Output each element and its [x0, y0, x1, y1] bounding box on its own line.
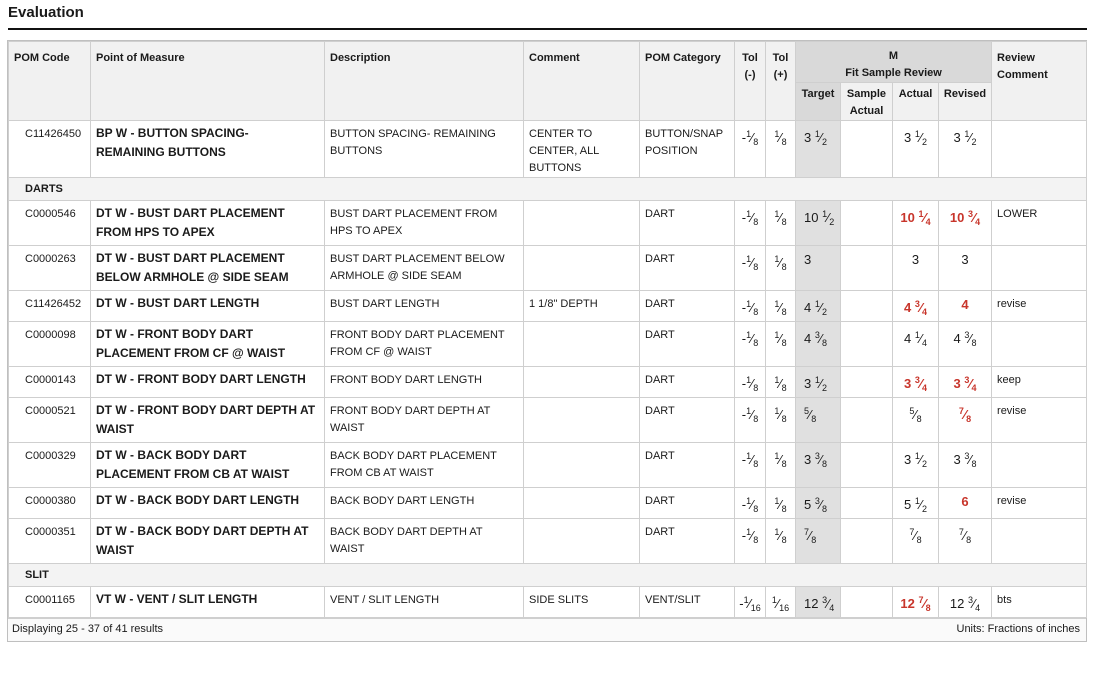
- tol-minus-cell: $-^1⁄_8$: [735, 291, 766, 322]
- tol-minus-cell: $-^1⁄_8$: [735, 246, 766, 291]
- actual-cell: 3 $^1⁄_2$: [893, 443, 939, 488]
- table-row: [9, 201, 1087, 246]
- table-row: [9, 322, 1087, 367]
- comment-cell: SIDE SLITS: [524, 587, 640, 618]
- target-cell: $^7⁄_8$: [796, 519, 841, 564]
- comment-cell: CENTER TO CENTER, ALL BUTTONS: [524, 121, 640, 178]
- point-of-measure-cell: DT W - FRONT BODY DART PLACEMENT FROM CF @ WAIST: [91, 322, 325, 367]
- table-row: [9, 246, 1087, 291]
- revised-cell: 3 $^1⁄_2$: [939, 121, 992, 178]
- target-cell: 12 $^3⁄_4$: [796, 587, 841, 618]
- comment-cell: [524, 488, 640, 519]
- actual-cell: 10 $^1⁄_4$: [893, 201, 939, 246]
- header-description: Description: [325, 42, 524, 121]
- tol-plus-cell: $^1⁄_8$: [766, 201, 796, 246]
- header-tol-plus-line2: (+): [773, 69, 788, 81]
- review-comment-cell: [992, 322, 1087, 367]
- description-cell: FRONT BODY DART PLACEMENT FROM CF @ WAIST: [325, 322, 524, 367]
- header-actual: Actual: [893, 83, 939, 121]
- target-cell: 3 $^1⁄_2$: [796, 121, 841, 178]
- sample-actual-cell: [841, 587, 893, 618]
- description-cell: BUTTON SPACING- REMAINING BUTTONS: [325, 121, 524, 178]
- tol-minus-cell: $-^1⁄_8$: [735, 519, 766, 564]
- table-row: [9, 398, 1087, 443]
- sample-actual-cell: [841, 121, 893, 178]
- header-revised: Revised: [939, 83, 992, 121]
- pom-code-cell: C0000546: [9, 201, 91, 246]
- review-comment-cell: [992, 121, 1087, 178]
- header-pom-code: POM Code: [9, 42, 91, 121]
- pom-category-cell: DART: [640, 201, 735, 246]
- section-label: SLIT: [9, 564, 1087, 587]
- sample-actual-cell: [841, 246, 893, 291]
- point-of-measure-cell: DT W - BUST DART PLACEMENT FROM HPS TO APEX: [91, 201, 325, 246]
- pom-code-cell: C0000380: [9, 488, 91, 519]
- review-comment-cell: LOWER: [992, 201, 1087, 246]
- pom-category-cell: VENT/SLIT: [640, 587, 735, 618]
- header-pom-category: POM Category: [640, 42, 735, 121]
- sample-actual-cell: [841, 519, 893, 564]
- revised-cell: 3: [939, 246, 992, 291]
- revised-cell: 10 $^3⁄_4$: [939, 201, 992, 246]
- pom-category-cell: DART: [640, 488, 735, 519]
- sample-actual-cell: [841, 201, 893, 246]
- section-row: [9, 564, 1087, 587]
- section-label: DARTS: [9, 178, 1087, 201]
- header-comment: Comment: [524, 42, 640, 121]
- revised-cell: 4 $^3⁄_8$: [939, 322, 992, 367]
- pom-category-cell: DART: [640, 322, 735, 367]
- revised-cell: 4: [939, 291, 992, 322]
- table-row: [9, 291, 1087, 322]
- comment-cell: [524, 398, 640, 443]
- header-tol-plus-line1: Tol: [772, 52, 789, 64]
- header-size: M: [888, 50, 899, 62]
- actual-cell: 12 $^7⁄_8$: [893, 587, 939, 618]
- table-row: [9, 488, 1087, 519]
- actual-cell: 4 $^1⁄_4$: [893, 322, 939, 367]
- description-cell: FRONT BODY DART DEPTH AT WAIST: [325, 398, 524, 443]
- tol-plus-cell: $^1⁄_8$: [766, 121, 796, 178]
- title-divider: [8, 28, 1087, 30]
- point-of-measure-cell: DT W - FRONT BODY DART DEPTH AT WAIST: [91, 398, 325, 443]
- target-cell: 3 $^3⁄_8$: [796, 443, 841, 488]
- pom-code-cell: C0000521: [9, 398, 91, 443]
- section-row: [9, 178, 1087, 201]
- header-tol-minus-line2: (-): [744, 69, 756, 81]
- description-cell: BACK BODY DART DEPTH AT WAIST: [325, 519, 524, 564]
- sample-actual-cell: [841, 367, 893, 398]
- page-title: Evaluation: [8, 4, 84, 21]
- header-sample-actual: Sample Actual: [841, 83, 893, 121]
- actual-cell: $^7⁄_8$: [893, 519, 939, 564]
- tol-plus-cell: $^1⁄_8$: [766, 291, 796, 322]
- pom-code-cell: C11426450: [9, 121, 91, 178]
- pom-code-cell: C0000329: [9, 443, 91, 488]
- point-of-measure-cell: DT W - BUST DART LENGTH: [91, 291, 325, 322]
- evaluation-table-container: [7, 40, 1087, 642]
- header-fit-sample-review: [796, 42, 992, 83]
- table-row: [9, 519, 1087, 564]
- review-comment-cell: revise: [992, 398, 1087, 443]
- sample-actual-cell: [841, 291, 893, 322]
- header-review-comment: Review Comment: [992, 42, 1087, 121]
- table-row: [9, 367, 1087, 398]
- tol-plus-cell: $^1⁄_8$: [766, 398, 796, 443]
- review-comment-cell: [992, 519, 1087, 564]
- table-row: [9, 121, 1087, 178]
- revised-cell: 3 $^3⁄_4$: [939, 367, 992, 398]
- evaluation-table-body: [9, 121, 1087, 618]
- pom-category-cell: DART: [640, 519, 735, 564]
- table-footer: [8, 618, 1086, 641]
- sample-actual-cell: [841, 398, 893, 443]
- pom-code-cell: C0001165: [9, 587, 91, 618]
- header-tol-minus-line1: Tol: [742, 52, 758, 64]
- pom-category-cell: BUTTON/SNAP POSITION: [640, 121, 735, 178]
- target-cell: 4 $^3⁄_8$: [796, 322, 841, 367]
- evaluation-table: [8, 41, 1087, 618]
- pom-category-cell: DART: [640, 291, 735, 322]
- tol-plus-cell: $^1⁄_8$: [766, 322, 796, 367]
- description-cell: BACK BODY DART LENGTH: [325, 488, 524, 519]
- review-comment-cell: keep: [992, 367, 1087, 398]
- sample-actual-cell: [841, 443, 893, 488]
- point-of-measure-cell: DT W - BACK BODY DART DEPTH AT WAIST: [91, 519, 325, 564]
- description-cell: FRONT BODY DART LENGTH: [325, 367, 524, 398]
- table-row: [9, 443, 1087, 488]
- tol-plus-cell: $^1⁄_8$: [766, 519, 796, 564]
- pom-category-cell: DART: [640, 367, 735, 398]
- review-comment-cell: bts: [992, 587, 1087, 618]
- actual-cell: 3 $^1⁄_2$: [893, 121, 939, 178]
- header-tol-plus: [766, 42, 796, 121]
- tol-minus-cell: $-^1⁄_8$: [735, 322, 766, 367]
- point-of-measure-cell: DT W - BUST DART PLACEMENT BELOW ARMHOLE @ SIDE SEAM: [91, 246, 325, 291]
- tol-minus-cell: $-^1⁄_8$: [735, 121, 766, 178]
- tol-minus-cell: $-^1⁄_8$: [735, 443, 766, 488]
- revised-cell: 3 $^3⁄_8$: [939, 443, 992, 488]
- tol-plus-cell: $^1⁄_8$: [766, 367, 796, 398]
- point-of-measure-cell: DT W - FRONT BODY DART LENGTH: [91, 367, 325, 398]
- pom-code-cell: C0000143: [9, 367, 91, 398]
- actual-cell: $^5⁄_8$: [893, 398, 939, 443]
- comment-cell: [524, 519, 640, 564]
- point-of-measure-cell: BP W - BUTTON SPACING- REMAINING BUTTONS: [91, 121, 325, 178]
- description-cell: BUST DART LENGTH: [325, 291, 524, 322]
- header-point-of-measure: Point of Measure: [91, 42, 325, 121]
- header-tol-minus: [735, 42, 766, 121]
- actual-cell: 3: [893, 246, 939, 291]
- pom-category-cell: DART: [640, 443, 735, 488]
- comment-cell: [524, 322, 640, 367]
- sample-actual-cell: [841, 488, 893, 519]
- header-fit-review-label: Fit Sample Review: [845, 67, 942, 79]
- description-cell: BACK BODY DART PLACEMENT FROM CB AT WAIST: [325, 443, 524, 488]
- pom-category-cell: DART: [640, 246, 735, 291]
- review-comment-cell: revise: [992, 488, 1087, 519]
- target-cell: $^5⁄_8$: [796, 398, 841, 443]
- results-count: Displaying 25 - 37 of 41 results: [12, 623, 164, 635]
- pom-category-cell: DART: [640, 398, 735, 443]
- revised-cell: 12 $^3⁄_4$: [939, 587, 992, 618]
- table-row: [9, 587, 1087, 618]
- comment-cell: [524, 443, 640, 488]
- description-cell: BUST DART PLACEMENT BELOW ARMHOLE @ SIDE SEAM: [325, 246, 524, 291]
- actual-cell: 4 $^3⁄_4$: [893, 291, 939, 322]
- target-cell: 3: [796, 246, 841, 291]
- sample-actual-cell: [841, 322, 893, 367]
- tol-plus-cell: $^1⁄_{16}$: [766, 587, 796, 618]
- target-cell: 3 $^1⁄_2$: [796, 367, 841, 398]
- revised-cell: $^7⁄_8$: [939, 398, 992, 443]
- actual-cell: 5 $^1⁄_2$: [893, 488, 939, 519]
- units-label: Units: Fractions of inches: [956, 623, 1080, 635]
- revised-cell: $^7⁄_8$: [939, 519, 992, 564]
- point-of-measure-cell: DT W - BACK BODY DART PLACEMENT FROM CB AT WAIST: [91, 443, 325, 488]
- comment-cell: [524, 367, 640, 398]
- header-target: Target: [796, 83, 841, 121]
- tol-minus-cell: $-^1⁄_8$: [735, 398, 766, 443]
- tol-plus-cell: $^1⁄_8$: [766, 246, 796, 291]
- target-cell: 4 $^1⁄_2$: [796, 291, 841, 322]
- target-cell: 10 $^1⁄_2$: [796, 201, 841, 246]
- point-of-measure-cell: VT W - VENT / SLIT LENGTH: [91, 587, 325, 618]
- tol-plus-cell: $^1⁄_8$: [766, 488, 796, 519]
- pom-code-cell: C0000098: [9, 322, 91, 367]
- revised-cell: 6: [939, 488, 992, 519]
- comment-cell: [524, 201, 640, 246]
- description-cell: VENT / SLIT LENGTH: [325, 587, 524, 618]
- tol-minus-cell: $-^1⁄_8$: [735, 201, 766, 246]
- comment-cell: 1 1/8" DEPTH: [524, 291, 640, 322]
- pom-code-cell: C11426452: [9, 291, 91, 322]
- pom-code-cell: C0000351: [9, 519, 91, 564]
- description-cell: BUST DART PLACEMENT FROM HPS TO APEX: [325, 201, 524, 246]
- comment-cell: [524, 246, 640, 291]
- actual-cell: 3 $^3⁄_4$: [893, 367, 939, 398]
- target-cell: 5 $^3⁄_8$: [796, 488, 841, 519]
- point-of-measure-cell: DT W - BACK BODY DART LENGTH: [91, 488, 325, 519]
- review-comment-cell: [992, 443, 1087, 488]
- pom-code-cell: C0000263: [9, 246, 91, 291]
- tol-minus-cell: $-^1⁄_8$: [735, 367, 766, 398]
- tol-minus-cell: $-^1⁄_8$: [735, 488, 766, 519]
- tol-plus-cell: $^1⁄_8$: [766, 443, 796, 488]
- review-comment-cell: revise: [992, 291, 1087, 322]
- review-comment-cell: [992, 246, 1087, 291]
- tol-minus-cell: $-^1⁄_{16}$: [735, 587, 766, 618]
